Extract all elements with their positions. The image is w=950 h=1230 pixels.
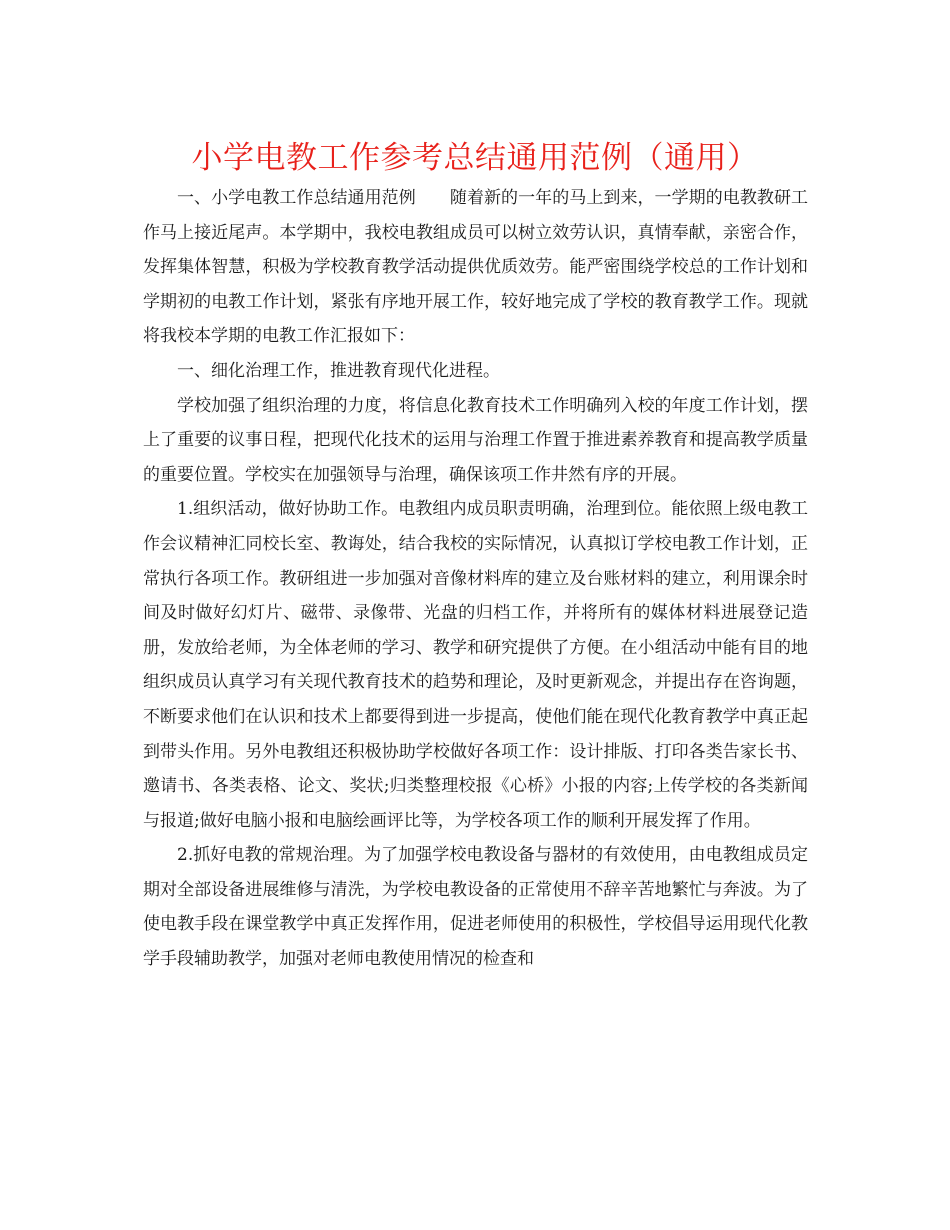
paragraph-intro: 一、小学电教工作总结通用范例 随着新的一年的马上到来，一学期的电教教研工作马上接近尾声。本学期中，我校电教组成员可以树立效劳认识，真情奉献，亲密合作，发挥集体智慧，积极为学校教育教学活动提供优质效劳。能严密围绕学校总的工作计划和学期初的电教工作计划，紧张有序地开展工作，较好地完成了学校的教育教学工作。现就将我校本学期的电教工作汇报如下： (143, 188, 808, 347)
paragraph-section-heading: 一、细化治理工作，推进教育现代化进程。 (177, 360, 500, 381)
paragraph-item-2: 2.抓好电教的常规治理。为了加强学校电教设备与器材的有效使用，由电教组成员定期对全部设备进展维修与清洗，为学校电教设备的正常使用不辞辛苦地繁忙与奔波。为了使电教手段在课堂教学中真正发挥作用，促进老师使用的积极性，学校倡导运用现代化教学手段辅助教学，加强对老师电教使用情况的检查和 (143, 845, 808, 970)
paragraph-management: 学校加强了组织治理的力度，将信息化教育技术工作明确列入校的年度工作计划，摆上了重要的议事日程，把现代化技术的运用与治理工作置于推进素养教育和提高教学质量的重要位置。学校实在加强领导与治理，确保该项工作井然有序的开展。 (143, 395, 808, 485)
document-body (143, 181, 808, 977)
paragraph-item-1: 1.组织活动，做好协助工作。电教组内成员职责明确，治理到位。能依照上级电教工作会议精神汇同校长室、教诲处，结合我校的实际情况，认真拟订学校电教工作计划，正常执行各项工作。教研组进一步加强对音像材料库的建立及台账材料的建立，利用课余时间及时做好幻灯片、磁带、录像带、光盘的归档工作，并将所有的媒体材料进展登记造册，发放给老师，为全体老师的学习、教学和研究提供了方便。在小组活动中能有目的地组织成员认真学习有关现代教育技术的趋势和理论，及时更新观念，并提出存在咨询题，不断要求他们在认识和技术上都要得到进一步提高，使他们能在现代化教育教学中真正起到带头作用。另外电教组还积极协助学校做好各项工作：设计排版、打印各类告家长书、邀请书、各类表格、论文、奖状;归类整理校报《心桥》小报的内容;上传学校的各类新闻与报道;做好电脑小报和电脑绘画评比等，为学校各项工作的顺利开展发挥了作用。 (143, 499, 808, 831)
document-title: 小学电教工作参考总结通用范例（通用） (191, 140, 759, 176)
